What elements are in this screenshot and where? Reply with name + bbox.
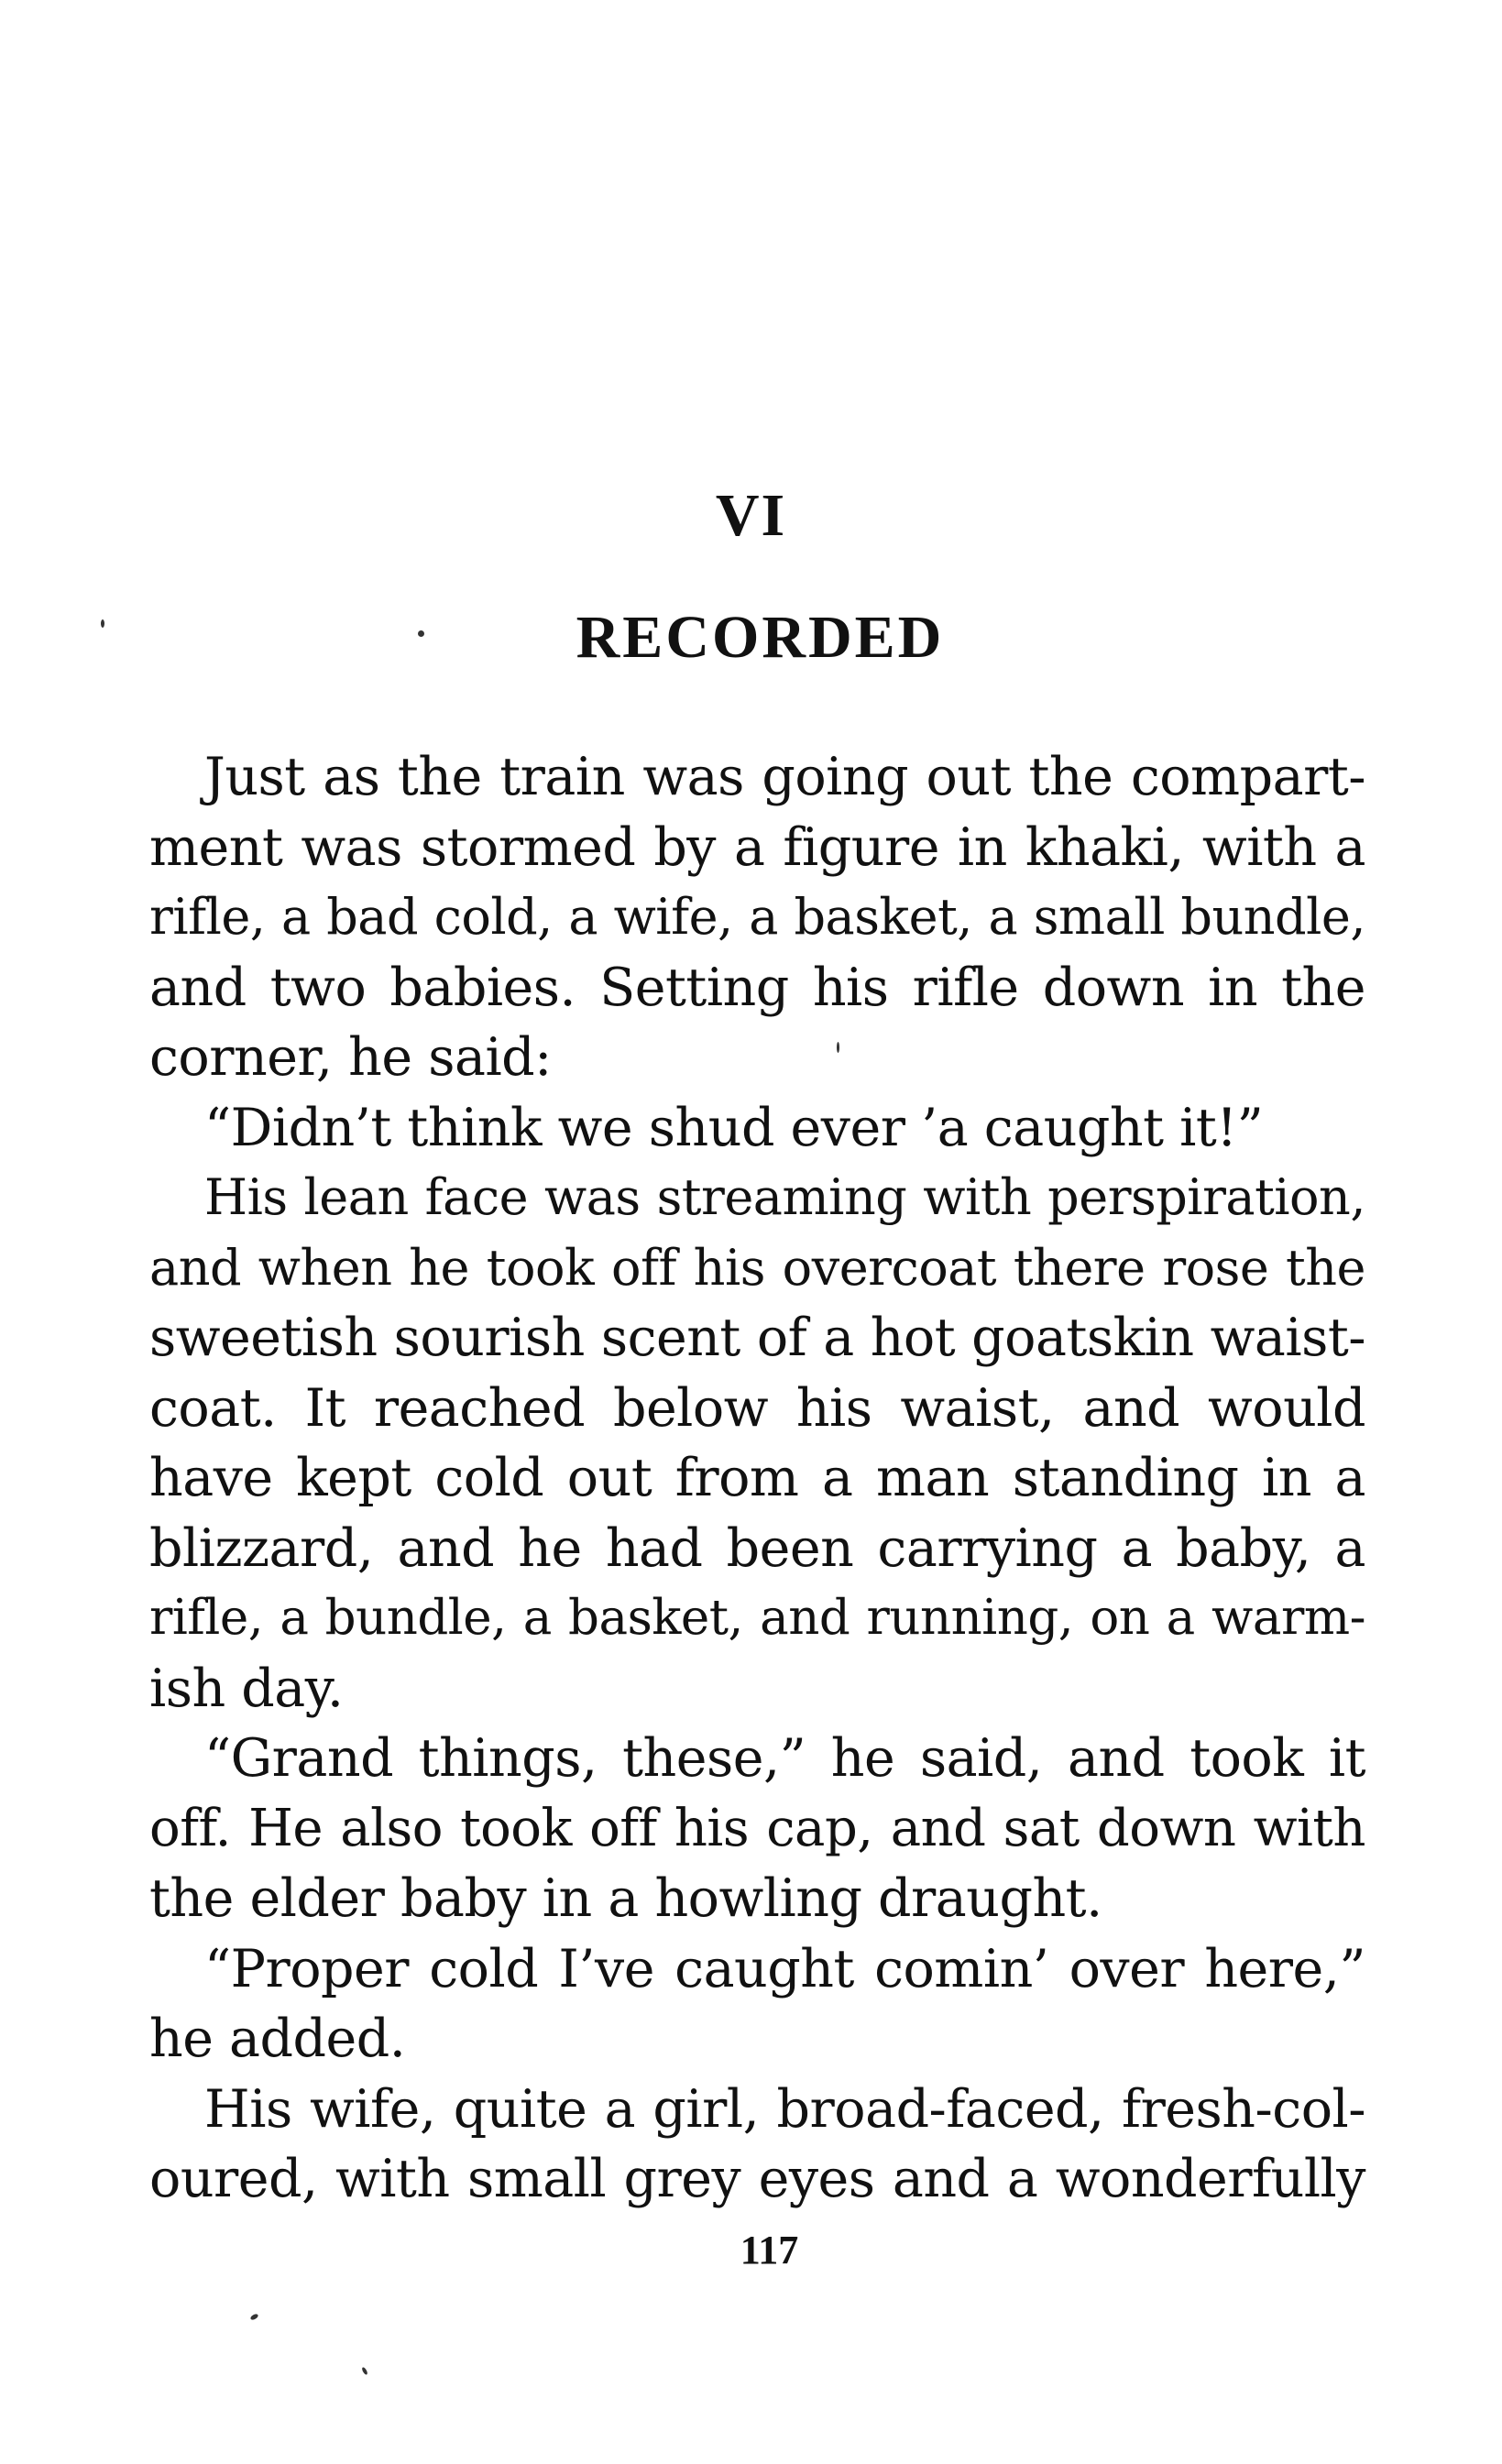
text-line: he added. <box>149 2009 406 2069</box>
text-line: have kept cold out from a man standing in a <box>149 1448 1365 1508</box>
chapter-title: RECORDED <box>576 604 945 671</box>
text-line: coat. It reached below his waist, and would <box>149 1377 1365 1439</box>
text-line: blizzard, and he had been carrying a baby, a <box>149 1517 1365 1579</box>
scan-speck <box>361 2367 368 2376</box>
text-line: sweetish sourish scent of a hot goatskin waist- <box>149 1308 1365 1368</box>
text-line: rifle, a bad cold, a wife, a basket, a small bundle, <box>149 888 1365 946</box>
text-line: His wife, quite a girl, broad-faced, fresh-col- <box>204 2078 1365 2140</box>
text-line: “Proper cold I’ve caught comin’ over here,” <box>204 1938 1365 1999</box>
chapter-number: VI <box>715 482 787 549</box>
scan-speck <box>418 630 424 637</box>
text-line: oured, with small grey eyes and a wonderfully <box>149 2149 1365 2209</box>
text-line: ish day. <box>149 1658 344 1719</box>
text-line: “Didn’t think we shud ever ’a caught it!” <box>204 1097 1264 1158</box>
text-line: His lean face was streaming with perspiration, <box>204 1168 1365 1226</box>
scan-speck <box>249 2313 258 2321</box>
text-line: “Grand things, these,” he said, and took it <box>204 1728 1365 1789</box>
scan-speck <box>837 1042 839 1053</box>
text-line: ment was stormed by a figure in khaki, with a <box>149 816 1365 878</box>
text-line: rifle, a bundle, a basket, and running, on a warm- <box>149 1590 1365 1646</box>
text-line: Just as the train was going out the compart- <box>204 747 1365 807</box>
text-line: and two babies. Setting his rifle down in the <box>149 957 1365 1018</box>
scan-speck <box>101 619 104 628</box>
page-number: 117 <box>740 2228 799 2272</box>
text-line: off. He also took off his cap, and sat down with <box>149 1798 1365 1858</box>
text-line: the elder baby in a howling draught. <box>149 1868 1102 1929</box>
text-line: and when he took off his overcoat there rose the <box>149 1238 1365 1297</box>
body-text <box>149 742 1365 2215</box>
text-line: corner, he said: <box>149 1027 552 1088</box>
